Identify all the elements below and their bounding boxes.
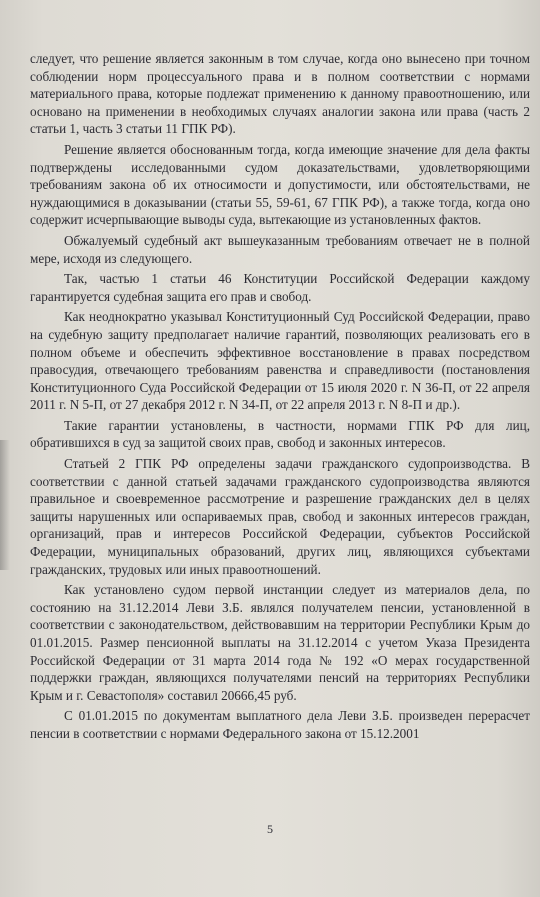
paragraph-civil-procedure-tasks: Статьей 2 ГПК РФ определены задачи гражданского судопроизводства. В соответствии с данной статьей задачами гражданского судопроизводства являются правильное и своевременное рассмотрение и разрешение гражданских дел в целях защиты нарушенных или оспариваемых прав, свобод и законных интересов граждан, организаций, прав и интересов Российской Федерации, субъектов Российской Федерации, муниципальных образований, других лиц, являющихся субъектами гражданских, трудовых или иных правоотношений. (30, 456, 530, 577)
paragraph-constitutional-court: Как неоднократно указывал Конституционный Суд Российской Федерации, право на судебную защиту предполагает наличие гарантий, позволяющих реализовать его в полном объеме и обеспечить эффективное восстановление в правах посредством правосудия, отвечающего требованиям равенства и справедливости (постановления Конституционного Суда Российской Федерации от 15 июля 2020 г. N 36-П, от 22 апреля 2011 г. N 5-П, от 27 декабря 2012 г. N 34-П, от 22 апреля 2013 г. N 8-П и др.). (30, 309, 530, 413)
page-edge-shadow (0, 440, 10, 570)
paragraph-appealed-act: Обжалуемый судебный акт вышеуказанным требованиям отвечает не в полной мере, исходя из следующего. (30, 232, 530, 266)
paragraph-recalculation: С 01.01.2015 по документам выплатного дела Леви З.Б. произведен перерасчет пенсии в соответствии с нормами Федерального закона от 15.12.2001 (30, 708, 530, 741)
page-number: 5 (267, 822, 273, 836)
paragraph-case-facts: Как установлено судом первой инстанции следует из материалов дела, по состоянию на 31.12.2014 Леви З.Б. являлся получателем пенсии, установленной в соответствии с законодательством, действовавшим на территории Республики Крым до 01.01.2015. Размер пенсионной выплаты на 31.12.2014 с учетом Указа Президента Российской Федерации от 31 марта 2014 года № 192 «О мерах государственной поддержки граждан, являющихся получателями пенсий на территориях Республики Крым и г. Севастополя» составил 20666,45 руб. (30, 582, 530, 703)
document-body (30, 50, 530, 743)
paragraph-justification: Решение является обоснованным тогда, когда имеющие значение для дела факты подтверждены исследованными судом доказательствами, удовлетворяющими требованиям закона об их относимости и допустимости, или обстоятельствами, не нуждающимися в доказывании (статьи 55, 59-61, 67 ГПК РФ), а также тогда, когда оно содержит исчерпывающие выводы суда, вытекающие из установленных фактов. (30, 141, 530, 228)
paragraph-legality: следует, что решение является законным в том случае, когда оно вынесено при точном соблюдении норм процессуального права и в полном соответствии с нормами материального права, которые подлежат применению к данному правоотношению, или основано на применении в необходимых случаях аналогии закона или права (часть 2 статьи 1, часть 3 статьи 11 ГПК РФ). (30, 51, 530, 137)
paragraph-constitution: Так, частью 1 статьи 46 Конституции Российской Федерации каждому гарантируется судебная защита его прав и свобод. (30, 271, 530, 304)
paragraph-guarantees: Такие гарантии установлены, в частности, нормами ГПК РФ для лиц, обратившихся в суд за защитой своих прав, свобод и законных интересов. (30, 417, 530, 451)
